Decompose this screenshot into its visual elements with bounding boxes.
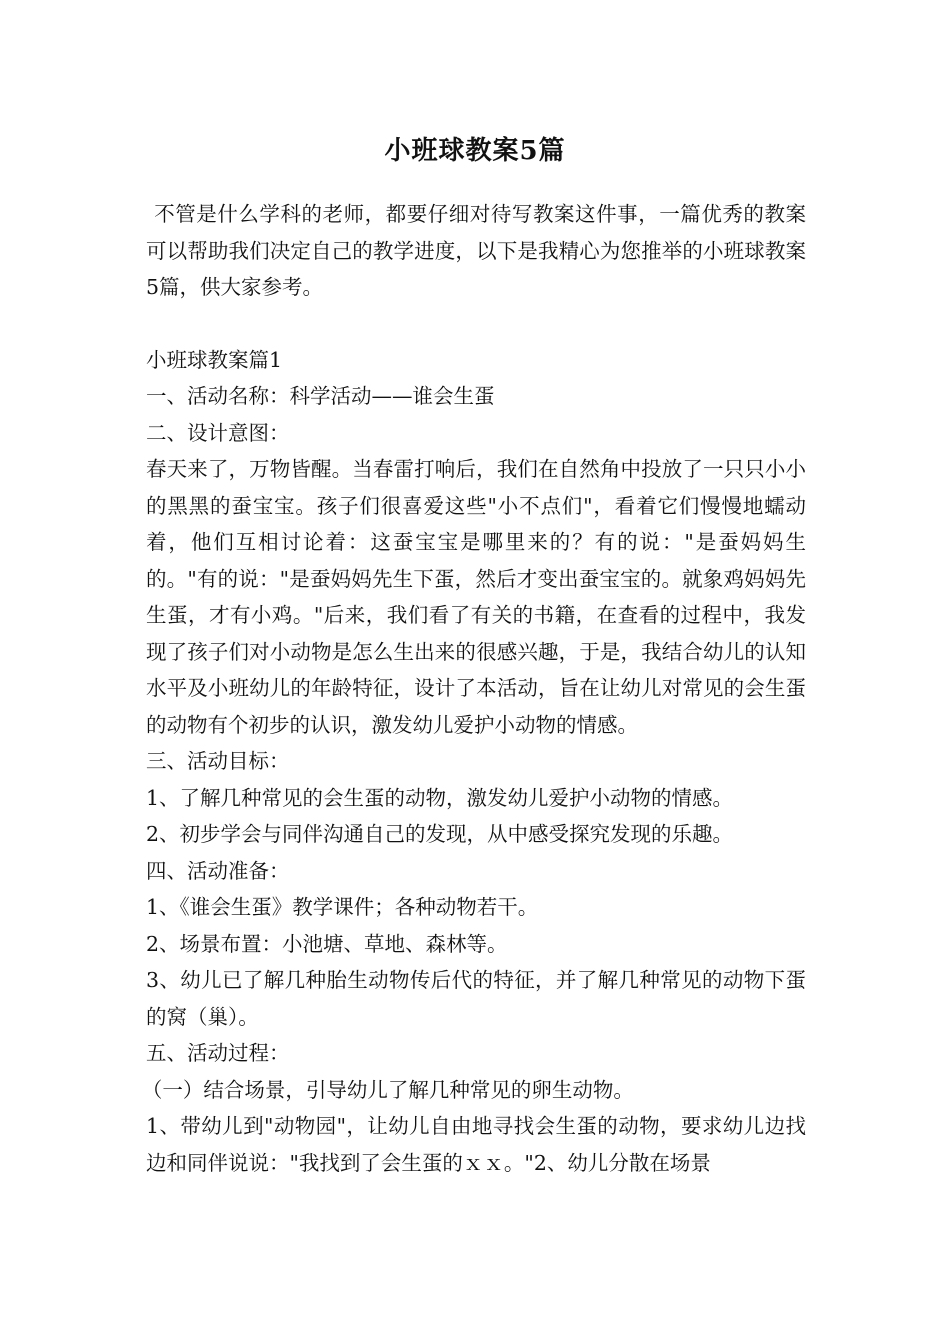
process-step-1: （一）结合场景，引导幼儿了解几种常见的卵生动物。 xyxy=(141,1077,634,1102)
prep-heading: 四、活动准备： xyxy=(146,858,290,883)
goals-heading: 三、活动目标： xyxy=(146,749,290,773)
design-heading: 二、设计意图： xyxy=(146,420,290,445)
prep-item-2: 2、场景布置：小池塘、草地、森林等。 xyxy=(146,931,508,956)
intro-paragraph: 不管是什么学科的老师，都要仔细对待写教案这件事，一篇优秀的教案可以帮助我们决定自己的教学进度，以下是我精心为您推举的小班球教案5篇，供大家参考。 xyxy=(146,202,806,299)
section-title: 小班球教案篇1 xyxy=(146,347,283,372)
prep-item-3: 3、幼儿已了解几种胎生动物传后代的特征，并了解几种常见的动物下蛋的窝（巢）。 xyxy=(146,968,806,1029)
goal-item-2: 2、初步学会与同伴沟通自己的发现，从中感受探究发现的乐趣。 xyxy=(146,822,734,846)
goal-item-1: 1、了解几种常见的会生蛋的动物，激发幼儿爱护小动物的情感。 xyxy=(146,785,734,810)
activity-name: 一、活动名称：科学活动——谁会生蛋 xyxy=(146,384,495,408)
prep-item-1: 1、《谁会生蛋》教学课件；各种动物若干。 xyxy=(146,895,539,919)
process-paragraph: 1、带幼儿到"动物园"，让幼儿自由地寻找会生蛋的动物，要求幼儿边找边和同伴说说："我找到了会生蛋的ｘｘ。"2、幼儿分散在场景 xyxy=(146,1114,806,1175)
design-paragraph: 春天来了，万物皆醒。当春雷打响后，我们在自然角中投放了一只只小小的黑黑的蚕宝宝。孩子们很喜爱这些"小不点们"，看着它们慢慢地蠕动着，他们互相讨论着：这蚕宝宝是哪里来的？有的说："是蚕妈妈生的。"有的说："是蚕妈妈先生下蛋，然后才变出蚕宝宝的。就象鸡妈妈先生蛋，才有小鸡。"后来，我们看了有关的书籍，在查看的过程中，我发现了孩子们对小动物是怎么生出来的很感兴趣，于是，我结合幼儿的认知水平及小班幼儿的年龄特征，设计了本活动，旨在让幼儿对常见的会生蛋的动物有个初步的认识，激发幼儿爱护小动物的情感。 xyxy=(146,457,806,737)
document-body xyxy=(141,196,806,1181)
paragraph-spacer xyxy=(146,306,806,342)
process-heading: 五、活动过程： xyxy=(146,1041,290,1065)
document-title: 小班球教案5篇 xyxy=(384,136,566,166)
